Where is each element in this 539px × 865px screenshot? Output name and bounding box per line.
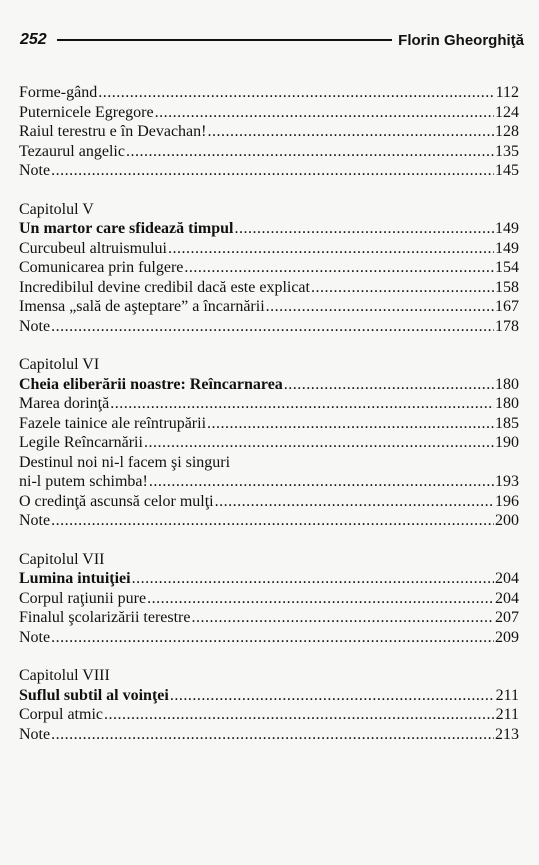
dot-leader — [155, 103, 494, 123]
toc-entry — [19, 433, 519, 453]
chapter-title: Un martor care sfidează timpul — [19, 220, 234, 237]
toc-entry-page: 167 — [495, 298, 519, 315]
toc-entry-title: Corpul raţiunii pure — [19, 589, 147, 607]
dot-leader — [284, 375, 494, 395]
dot-leader — [51, 511, 494, 531]
toc-entry-title: Comunicarea prin fulgere — [19, 259, 184, 276]
section-gap — [19, 647, 519, 666]
toc-entry-title: Note — [19, 317, 51, 335]
toc-entry-title: Imensa „sală de aşteptare” a încarnării — [19, 298, 265, 315]
dot-leader — [51, 161, 494, 181]
toc-entry-page: 209 — [495, 628, 519, 646]
running-author: Florin Gheorghiţă — [398, 31, 524, 49]
toc-entry-page: 200 — [495, 512, 519, 529]
dot-leader — [266, 297, 494, 317]
dot-leader — [98, 83, 494, 103]
chapter-label: Capitolul VIII — [19, 667, 110, 684]
chapter-title-entry — [19, 219, 519, 239]
dot-leader — [51, 628, 494, 648]
toc-entry-page: 135 — [495, 142, 519, 160]
toc-entry — [19, 725, 519, 745]
toc-entry-page: 145 — [495, 162, 519, 179]
dot-leader — [168, 239, 494, 259]
dot-leader — [132, 569, 494, 589]
toc-entry-title: Corpul atmic — [19, 706, 103, 723]
table-of-contents — [19, 83, 519, 744]
toc-entry-title: Fazele tainice ale reîntrupării — [19, 414, 207, 432]
toc-entry — [19, 472, 519, 492]
section-gap — [19, 531, 519, 550]
section-gap — [19, 181, 519, 200]
toc-entry-title: Curcubeul altruismului — [19, 239, 167, 257]
toc-entry — [19, 239, 519, 259]
toc-entry-page: 180 — [495, 395, 519, 412]
toc-entry-title-line1: Destinul noi ni-l facem şi singuri — [19, 453, 231, 471]
toc-entry-page: 211 — [495, 706, 519, 723]
toc-entry-title: Note — [19, 628, 51, 646]
dot-leader — [234, 219, 494, 239]
dot-leader — [110, 394, 494, 414]
toc-entry — [19, 161, 519, 181]
dot-leader — [126, 142, 494, 162]
toc-entry-title: Note — [19, 162, 51, 179]
toc-entry-title-line2: ni-l putem schimba! — [19, 473, 148, 490]
chapter-title-entry — [19, 375, 519, 395]
dot-leader — [144, 433, 494, 453]
toc-entry — [19, 317, 519, 337]
toc-entry-title: O credinţă ascunsă celor mulţi — [19, 492, 214, 510]
toc-entry-page: 178 — [495, 317, 519, 335]
toc-entry-title: Puternicele Egregore — [19, 103, 154, 121]
page-number: 252 — [20, 31, 47, 48]
running-header — [20, 30, 524, 50]
chapter-label: Capitolul VII — [19, 550, 105, 568]
toc-entry — [19, 705, 519, 725]
toc-entry-page: 207 — [495, 609, 519, 626]
toc-entry — [19, 278, 519, 298]
chapter-title: Cheia eliberării noastre: Reîncarnarea — [19, 375, 283, 393]
toc-entry-page: 185 — [495, 414, 519, 432]
toc-entry-title: Marea dorinţă — [19, 395, 110, 412]
chapter-title: Lumina intuiţiei — [19, 570, 131, 587]
chapter-title: Suflul subtil al voinţei — [19, 686, 169, 704]
toc-entry-title: Note — [19, 512, 51, 529]
toc-entry-page: 196 — [495, 492, 519, 510]
toc-entry-title: Note — [19, 725, 51, 743]
dot-leader — [207, 122, 494, 142]
toc-entry-title: Incredibilul devine credibil dacă este explicat — [19, 278, 310, 296]
toc-entry-page: 124 — [495, 103, 519, 121]
toc-entry-page: 154 — [495, 259, 519, 276]
toc-entry-page: 204 — [495, 570, 519, 587]
toc-entry-page: 149 — [495, 220, 519, 237]
toc-entry-title: Raiul terestru e în Devachan! — [19, 123, 207, 140]
toc-entry-title: Forme-gând — [19, 84, 98, 101]
chapter-title-entry — [19, 569, 519, 589]
dot-leader — [311, 278, 494, 298]
toc-entry — [19, 122, 519, 142]
dot-leader — [215, 492, 494, 512]
header-rule — [57, 39, 392, 41]
toc-entry — [19, 608, 519, 628]
toc-entry-title: Tezaurul angelic — [19, 142, 125, 160]
toc-entry-page: 180 — [495, 375, 519, 393]
toc-entry-title: Finalul şcolarizării terestre — [19, 609, 191, 626]
toc-entry — [19, 394, 519, 414]
toc-entry — [19, 628, 519, 648]
dot-leader — [51, 317, 494, 337]
toc-entry — [19, 297, 519, 317]
chapter-label: Capitolul VI — [19, 356, 100, 373]
toc-entry-page: 128 — [495, 123, 519, 140]
toc-entry — [19, 414, 519, 434]
chapter-title-entry — [19, 686, 519, 706]
dot-leader — [170, 686, 495, 706]
toc-entry — [19, 589, 519, 609]
toc-entry-page: 204 — [495, 589, 519, 607]
toc-entry — [19, 83, 519, 103]
dot-leader — [104, 705, 495, 725]
toc-entry-page: 213 — [495, 725, 519, 743]
section-gap — [19, 336, 519, 355]
dot-leader — [184, 258, 494, 278]
chapter-label: Capitolul V — [19, 200, 94, 218]
toc-entry-page: 211 — [495, 686, 519, 704]
toc-entry — [19, 103, 519, 123]
toc-entry-page: 190 — [495, 434, 519, 451]
toc-entry-page: 112 — [495, 84, 519, 101]
dot-leader — [191, 608, 494, 628]
toc-entry-page: 149 — [495, 239, 519, 257]
toc-entry — [19, 511, 519, 531]
dot-leader — [207, 414, 494, 434]
toc-entry — [19, 492, 519, 512]
toc-entry — [19, 258, 519, 278]
toc-entry-page: 193 — [495, 473, 519, 490]
toc-entry-page: 158 — [495, 278, 519, 296]
toc-entry — [19, 142, 519, 162]
dot-leader — [51, 725, 494, 745]
dot-leader — [147, 589, 494, 609]
toc-entry-title: Legile Reîncarnării — [19, 434, 143, 451]
dot-leader — [149, 472, 494, 492]
